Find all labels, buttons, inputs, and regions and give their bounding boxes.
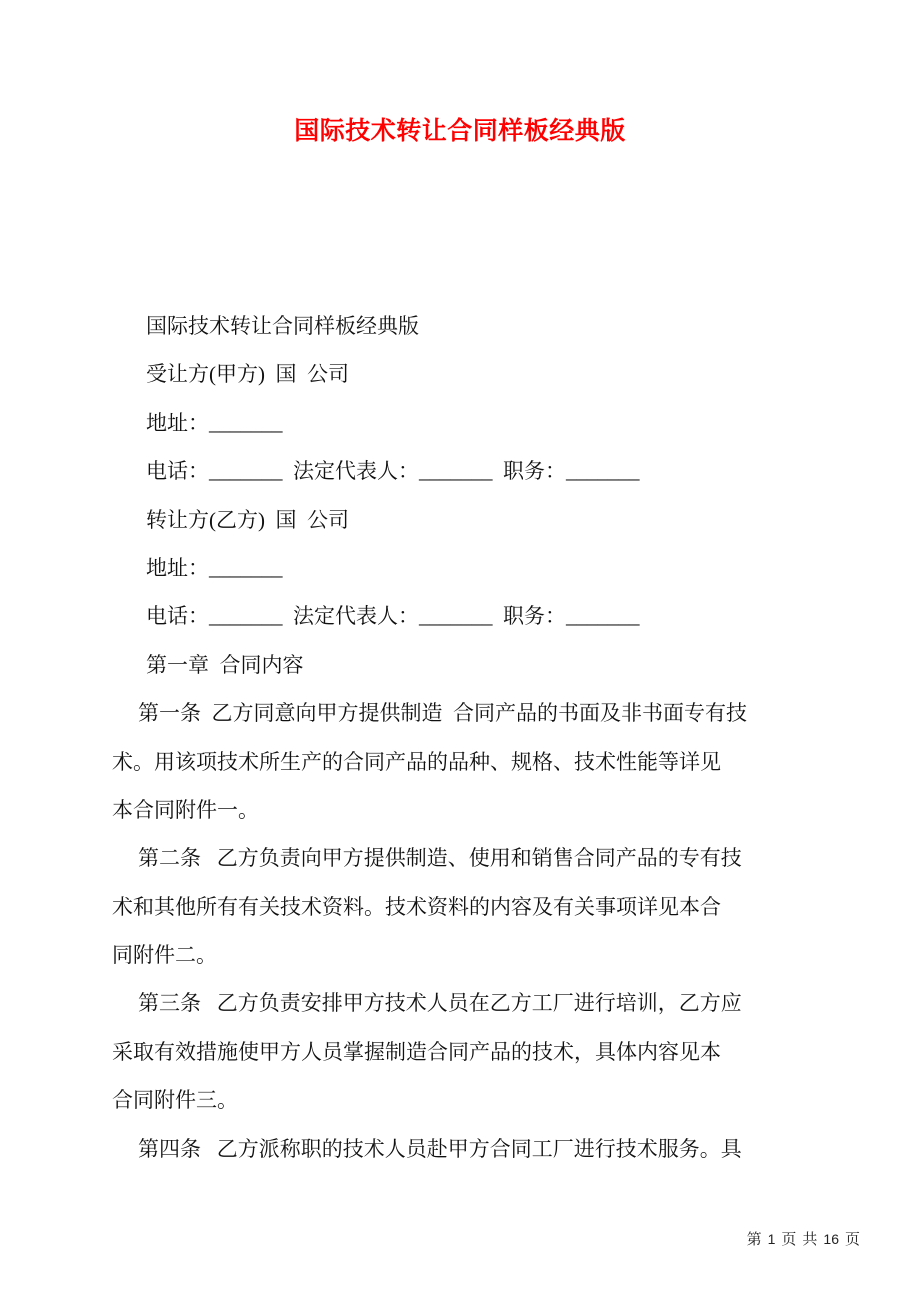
- document-line: 地址：_______: [146, 555, 283, 580]
- footer-page-number: 1: [767, 1231, 776, 1247]
- document-line: 第二条 乙方负责向甲方提供制造、使用和销售合同产品的专有技: [138, 846, 742, 871]
- footer-label-page: 第: [746, 1232, 762, 1248]
- document-line: 受让方(甲方) 国 公司: [146, 362, 349, 387]
- footer-label-unit: 页: [781, 1232, 797, 1248]
- document-line: 地址：_______: [146, 410, 283, 435]
- footer-label-total: 共: [802, 1232, 818, 1248]
- document-line: 术和其他所有有关技术资料。技术资料的内容及有关事项详见本合: [112, 894, 721, 919]
- document-line: 第三条 乙方负责安排甲方技术人员在乙方工厂进行培训，乙方应: [138, 991, 742, 1016]
- document-line: 第一章 合同内容: [146, 652, 304, 677]
- footer-total-pages: 16: [823, 1231, 839, 1247]
- document-title: 国际技术转让合同样板经典版: [294, 118, 626, 145]
- document-line: 本合同附件一。: [112, 797, 259, 822]
- document-line: 转让方(乙方) 国 公司: [146, 507, 349, 532]
- document-line: 合同附件三。: [112, 1088, 238, 1113]
- document-body: [112, 302, 860, 1173]
- document-line: 第一条 乙方同意向甲方提供制造 合同产品的书面及非书面专有技: [138, 701, 747, 726]
- footer-label-unit2: 页: [844, 1232, 860, 1248]
- document-line: 第四条 乙方派称职的技术人员赴甲方合同工厂进行技术服务。具: [138, 1136, 742, 1161]
- page-footer: [729, 1206, 863, 1273]
- document-line: 同附件二。: [112, 943, 217, 968]
- document-line: 电话：_______ 法定代表人：_______ 职务：_______: [146, 459, 640, 484]
- document-line: 电话：_______ 法定代表人：_______ 职务：_______: [146, 604, 640, 629]
- document-line: 术。用该项技术所生产的合同产品的品种、规格、技术性能等详见: [112, 749, 721, 774]
- document-line: 采取有效措施使甲方人员掌握制造合同产品的技术，具体内容见本: [112, 1039, 721, 1064]
- document-line: 国际技术转让合同样板经典版: [146, 314, 419, 338]
